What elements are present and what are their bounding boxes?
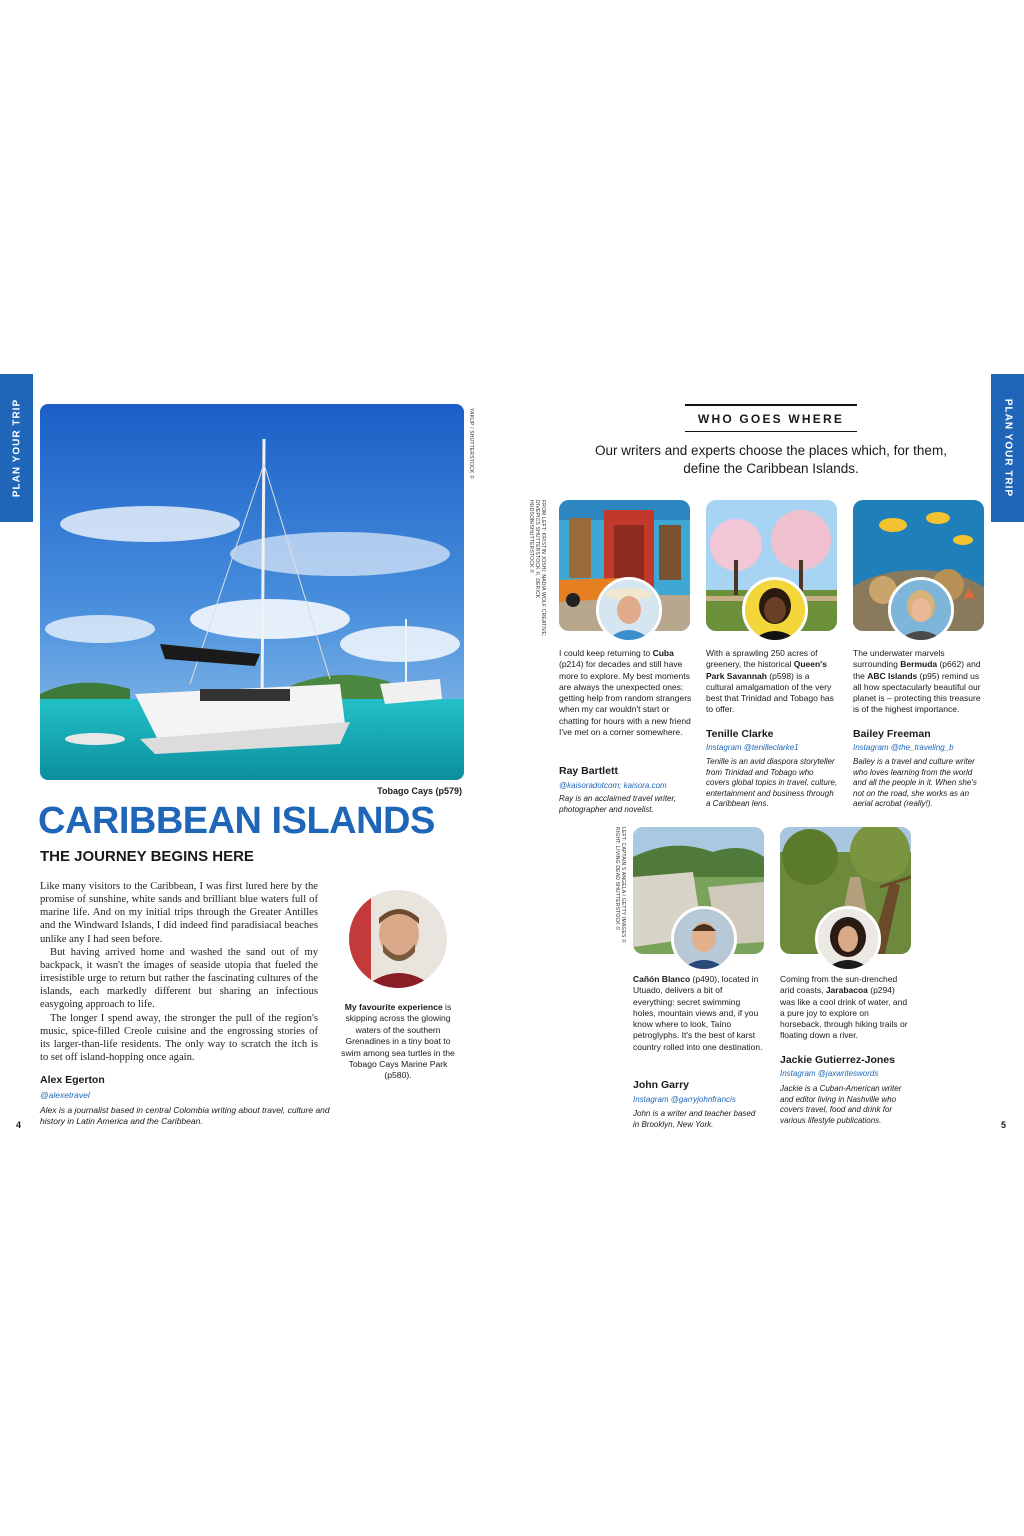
writer-1-handle[interactable]: @kaisoradotcom; kaisora.com <box>559 781 667 790</box>
writer-4-bio: John is a writer and teacher based in Brooklyn, New York. <box>633 1109 756 1129</box>
top-photos-credit-c: HUDSON/SHUTTERSTOCK © <box>528 500 534 574</box>
author-bio: Alex is a journalist based in central Colombia writing about travel, culture and history in Latin America and the Caribbean. <box>40 1105 330 1126</box>
writer-3-place-2: ABC Islands <box>867 670 918 681</box>
writer-2-place: Queen's Park Savannah <box>706 659 827 681</box>
hero-photo-credit: YAKUP / SHUTTERSTOCK © <box>468 408 474 479</box>
writer-3-text <box>853 648 988 716</box>
side-tab-right-label: PLAN YOUR TRIP <box>1002 398 1013 498</box>
writer-1-text-b: (p214) for decades and still have more to explore. My best moments are always the unexpected ones: getting help from random strangers when my car wouldn't start or chatting for hours with a new friend I've met on a corner somewhere. <box>559 659 692 738</box>
writer-1-place: Cuba <box>652 648 674 658</box>
writer-3-handle[interactable]: Instagram @the_traveling_b <box>853 743 954 752</box>
hero-caption: Tobago Cays (p579) <box>377 786 462 796</box>
writer-3-text-a: The underwater marvels surrounding <box>853 648 945 670</box>
writer-4-handle[interactable]: Instagram @garryjohnfrancis <box>633 1095 736 1104</box>
writer-4-name: John Garry <box>633 1079 690 1091</box>
writer-5-text-b: (p294) was like a cool drink of water, and a pure joy to explore on horseback, through hiking trails or floating down a river. <box>780 985 908 1041</box>
writer-5-bio: Jackie is a Cuban-American writer and editor living in Nashville who covers travel, food and drink for various lifestyle publications. <box>780 1084 902 1125</box>
writer-3-place-1: Bermuda <box>900 659 938 670</box>
avatar-john-garry <box>671 906 737 972</box>
writer-3-name: Bailey Freeman <box>853 728 931 740</box>
section-rule-top <box>685 404 857 406</box>
writer-4-text <box>633 974 763 1053</box>
avatar-tenille-clarke <box>742 577 808 643</box>
writer-1-name: Ray Bartlett <box>559 765 618 777</box>
writer-1-text <box>559 648 693 738</box>
side-tab-right <box>991 374 1024 522</box>
writer-4-place: Cañón Blanco <box>633 974 691 984</box>
writer-3-bio: Bailey is a travel and culture writer who loves learning from the world and all the people in it. When she's not on the road, she works as an aerial acrobat (really!). <box>853 757 977 809</box>
page-subtitle: THE JOURNEY BEGINS HERE <box>40 848 254 865</box>
section-rule-bottom <box>685 431 857 432</box>
bottom-photos-credit-b: RIGHT: LIVING DEAD SHUTTERSTOCK © <box>614 827 620 931</box>
writer-1-text-a: I could keep returning to <box>559 648 653 658</box>
author-avatar <box>349 890 447 988</box>
hero-photo-catamaran <box>40 404 464 780</box>
intro-paragraph-3: The longer I spend away, the stronger the pull of the region's music, spice-filled Creole cuisine and the engrossing stories of its larger-than-life residents. The only way to scratch the itch is to set off island-hopping once again. <box>40 1012 318 1064</box>
avatar-ray-bartlett <box>596 577 662 643</box>
page-number-right: 5 <box>1001 1120 1007 1130</box>
top-photos-credit-b: DIVEPICS SHUTTERSTOCK ©, DERICK <box>534 500 540 599</box>
writer-5-handle[interactable]: Instagram @jaxwriteswords <box>780 1069 879 1078</box>
writer-1-bio: Ray is an acclaimed travel writer, photographer and novelist. <box>559 794 676 814</box>
writer-4-text-b: (p490), located in Utuado, delivers a bit of everything: secret swimming holes, mountain views and, if you know where to look, Taíno petroglyphs. It's the best of karst country rolled into one destination. <box>633 974 763 1052</box>
writer-5-text-a: Coming from the sun-drenched arid coasts, <box>780 974 898 996</box>
author-name: Alex Egerton <box>40 1074 105 1086</box>
writer-3-text-b: (p662) and the <box>853 659 981 681</box>
writer-5-name: Jackie Gutierrez-Jones <box>780 1054 895 1066</box>
author-quote-text: is skipping across the glowing waters of the southern Grenadines in a tiny boat to swim among sea turtles in the Tobago Cays Marine Park (p580). <box>341 1002 455 1081</box>
intro-text <box>40 880 318 1064</box>
writer-2-text <box>706 648 838 716</box>
section-intro: Our writers and experts choose the places which, for them, define the Caribbean Islands. <box>595 443 947 476</box>
writer-3-text-c: (p95) remind us all how spectacularly beautiful our planet is – protecting this treasure is of the highest importance. <box>853 670 981 715</box>
writer-2-text-a: With a sprawling 250 acres of greenery, the historical <box>706 648 818 670</box>
page-number-left: 4 <box>16 1120 22 1130</box>
writer-2-bio: Tenille is an avid diaspora storyteller from Trinidad and Tobago who covers global topics in travel, culture, entertainment and business through a Caribbean lens. <box>706 757 838 809</box>
top-photos-credit-a: FROM LEFT: KRISTIN JOSHI; NADIA WOLF CREATIVE; <box>540 500 546 637</box>
avatar-bailey-freeman <box>888 577 954 643</box>
writer-5-place: Jarabacoa <box>825 985 868 996</box>
writer-2-handle[interactable]: Instagram @tenilleclarke1 <box>706 743 799 752</box>
side-tab-left <box>0 374 33 522</box>
avatar-jackie-gutierrez-jones <box>815 906 881 972</box>
side-tab-left-label: PLAN YOUR TRIP <box>11 398 22 498</box>
section-title: WHO GOES WHERE <box>697 412 845 426</box>
intro-paragraph-2: But having arrived home and washed the sand out of my backpack, it wasn't the images of seaside utopia that fueled the irresistible urge to return but rather the fascinating cultures of the islands, each markedly different but sharing an infectious easygoing approach to life. <box>40 946 318 1011</box>
writer-5-text <box>780 974 910 1042</box>
bottom-photos-credit-a: LEFT: CAPTAIN S ANGELA / GETTY IMAGES © <box>620 827 626 944</box>
writer-2-name: Tenille Clarke <box>706 728 774 740</box>
intro-paragraph-1: Like many visitors to the Caribbean, I was first lured here by the promise of sunshine, white sands and brilliant blue waters full of marine life. And on my initial trips through the Greater Antilles and the Windward Islands, I did indeed find paradisiacal beaches unlike any I had seen before. <box>40 881 318 945</box>
author-handle[interactable]: @alexetravel <box>40 1090 90 1100</box>
writer-2-text-b: (p598) is a cultural amalgamation of the very best that Trinidad and Tobago has to offer. <box>706 670 834 715</box>
author-quote <box>340 1002 456 1082</box>
page-title: CARIBBEAN ISLANDS <box>38 800 435 842</box>
author-quote-bold: My favourite experience <box>344 1002 443 1012</box>
